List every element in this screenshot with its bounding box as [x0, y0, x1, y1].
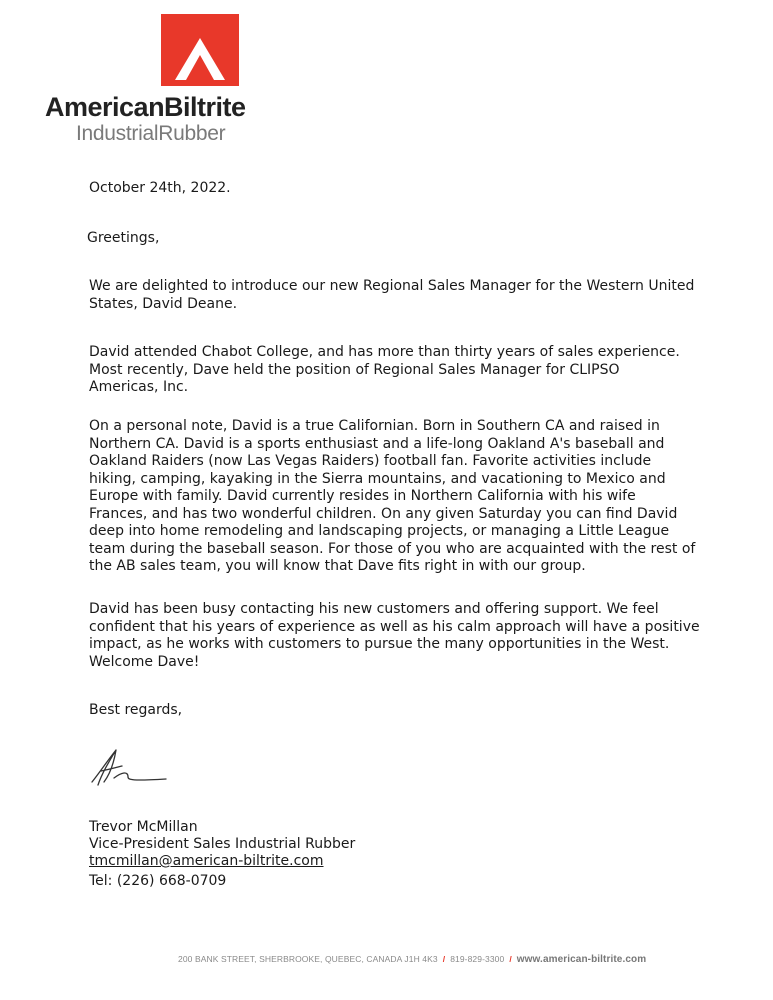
paragraph-personal	[89, 418, 709, 576]
text-line: hiking, camping, kayaking in the Sierra mountains, and vacationing to Mexico and	[89, 470, 666, 487]
text-line: Northern CA. David is a sports enthusiast and a life-long Oakland A's baseball and	[89, 435, 665, 452]
text-line: We are delighted to introduce our new Regional Sales Manager for the Western United	[89, 278, 695, 294]
text-line: Welcome Dave!	[89, 653, 200, 670]
logo-subtitle: IndustrialRubber	[76, 122, 226, 145]
separator-icon: /	[509, 954, 512, 964]
footer-phone: 819-829-3300	[450, 954, 505, 964]
footer	[178, 954, 646, 965]
text-line: the AB sales team, you will know that Dave fits right in with our group.	[89, 558, 586, 574]
text-line: confident that his years of experience as well as his calm approach will have a positive	[89, 618, 700, 635]
text-line: Most recently, Dave held the position of Regional Sales Manager for CLIPSO	[89, 361, 620, 378]
text-line: Frances, and has two wonderful children. On any given Saturday you can find David	[89, 505, 678, 522]
greeting: Greetings,	[87, 230, 160, 246]
footer-website[interactable]: www.american-biltrite.com	[516, 954, 647, 965]
text-line: On a personal note, David is a true Californian. Born in Southern CA and raised in	[89, 418, 660, 434]
closing-line: Best regards,	[89, 702, 183, 718]
text-line: States, David Deane.	[89, 295, 238, 312]
letter-date: October 24th, 2022.	[89, 180, 231, 196]
signer-email-link[interactable]: tmcmillan@american-biltrite.com	[89, 853, 324, 869]
text-line: David has been busy contacting his new customers and offering support. We feel	[89, 601, 659, 617]
text-line: impact, as he works with customers to pursue the many opportunities in the West.	[89, 636, 670, 652]
company-logo	[45, 14, 245, 144]
logo-name: AmericanBiltrite	[45, 92, 246, 122]
text-line: Oakland Raiders (now Las Vegas Raiders) football fan. Favorite activities include	[89, 453, 652, 469]
paragraph-intro	[89, 278, 709, 313]
signer-name: Trevor McMillan	[89, 819, 198, 835]
signer-phone: Tel: (226) 668-0709	[89, 873, 227, 889]
footer-address: 200 BANK STREET, SHERBROOKE, QUEBEC, CANADA J1H 4K3	[178, 954, 438, 964]
paragraph-background	[89, 344, 709, 397]
text-line: deep into home remodeling and landscaping projects, or managing a Little League	[89, 523, 670, 539]
signature	[88, 745, 178, 790]
separator-icon: /	[442, 954, 446, 964]
logo-mark-icon	[161, 14, 239, 86]
text-line: Europe with family. David currently resides in Northern California with his wife	[89, 488, 636, 504]
text-line: team during the baseball season. For those of you who are acquainted with the rest of	[89, 540, 696, 557]
text-line: Americas, Inc.	[89, 379, 189, 395]
text-line: David attended Chabot College, and has more than thirty years of sales experience.	[89, 344, 680, 360]
signer-title: Vice-President Sales Industrial Rubber	[89, 836, 356, 852]
paragraph-closing	[89, 601, 709, 671]
